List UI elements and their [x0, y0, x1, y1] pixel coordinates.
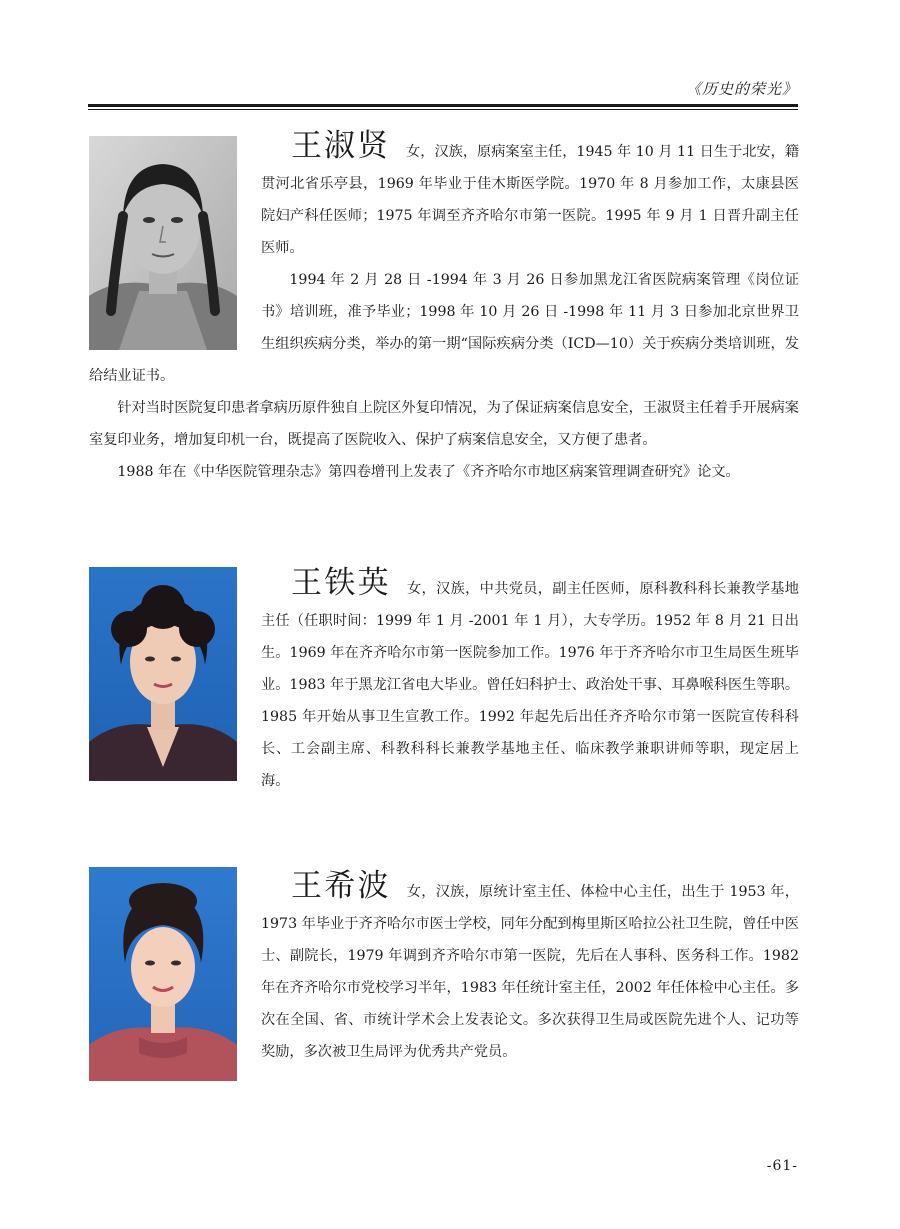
- bio-section-1: [89, 130, 799, 488]
- page-number: -61-: [766, 1158, 798, 1174]
- bio-paragraph: 1994 年 2 月 28 日 -1994 年 3 月 26 日参加黑龙江省医院病案管理《岗位证书》培训班，准予毕业；1998 年 10 月 26 日 -1998 年 11 月 3 日参加北京世界卫生组织疾病分类，举办的第一期“国际疾病分类（ICD—10）关于疾病分类培训班，发给结业证书。: [89, 272, 799, 384]
- header-rule: [88, 104, 798, 107]
- bio-text: 女，汉族，原病案室主任，1945 年 10 月 11 日生于北安，籍贯河北省乐亭县，1969 年毕业于佳木斯医学院。1970 年 8 月参加工作，太康县医院妇产科任医师；1975 年调至齐齐哈尔市第一医院。1995 年 9 月 1 日晋升副主任医师。: [261, 144, 800, 256]
- bio-text: 女，汉族，中共党员，副主任医师，原科教科科长兼教学基地主任（任职时间：1999 年 1 月 -2001 年 1 月），大专学历。1952 年 8 月 21 日出生。1969 年在齐齐哈尔市第一医院参加工作。1976 年于齐齐哈尔市卫生局医生班毕业。1983 年于黑龙江省电大毕业。曾任妇科护士、政治处干事、耳鼻喉科医生等职。1985 年开始从事卫生宣教工作。1992 年起先后出任齐齐哈尔市第一医院宣传科科长、工会副主席、科教科科长兼教学基地主任、临床教学兼职讲师等职，现定居上海。: [261, 581, 799, 789]
- person-name: 王希波: [291, 868, 391, 904]
- book-title: 《历史的荣光》: [685, 80, 798, 98]
- bio-section-3: [89, 870, 799, 1100]
- bio-paragraph: 1988 年在《中华医院管理杂志》第四卷增刊上发表了《齐齐哈尔市地区病案管理调查研究》论文。: [117, 464, 740, 480]
- person-name: 王铁英: [291, 565, 392, 601]
- photo-spacer: [89, 130, 261, 354]
- person-name: 王淑贤: [291, 128, 391, 164]
- bio-section-2: [89, 567, 799, 797]
- bio-paragraph: 针对当时医院复印患者拿病历原件独自上院区外复印情况，为了保证病案信息安全，王淑贤主任着手开展病案室复印业务，增加复印机一台，既提高了医院收入、保护了病案信息安全，又方便了患者。: [89, 400, 799, 448]
- header-rule-thin: [88, 109, 798, 110]
- photo-spacer: [89, 567, 261, 797]
- photo-spacer: [89, 870, 261, 1100]
- bio-text: 女，汉族，原统计室主任、体检中心主任，出生于 1953 年，1973 年毕业于齐齐哈尔市医士学校，同年分配到梅里斯区哈拉公社卫生院，曾任中医士、副院长，1979 年调到齐齐哈尔市第一医院，先后在人事科、医务科工作。1982 年在齐齐哈尔市党校学习半年，1983 年任统计室主任，2002 年任体检中心主任。多次在全国、省、市统计学术会上发表论文。多次获得卫生局或医院先进个人、记功等奖励，多次被卫生局评为优秀共产党员。: [261, 884, 799, 1060]
